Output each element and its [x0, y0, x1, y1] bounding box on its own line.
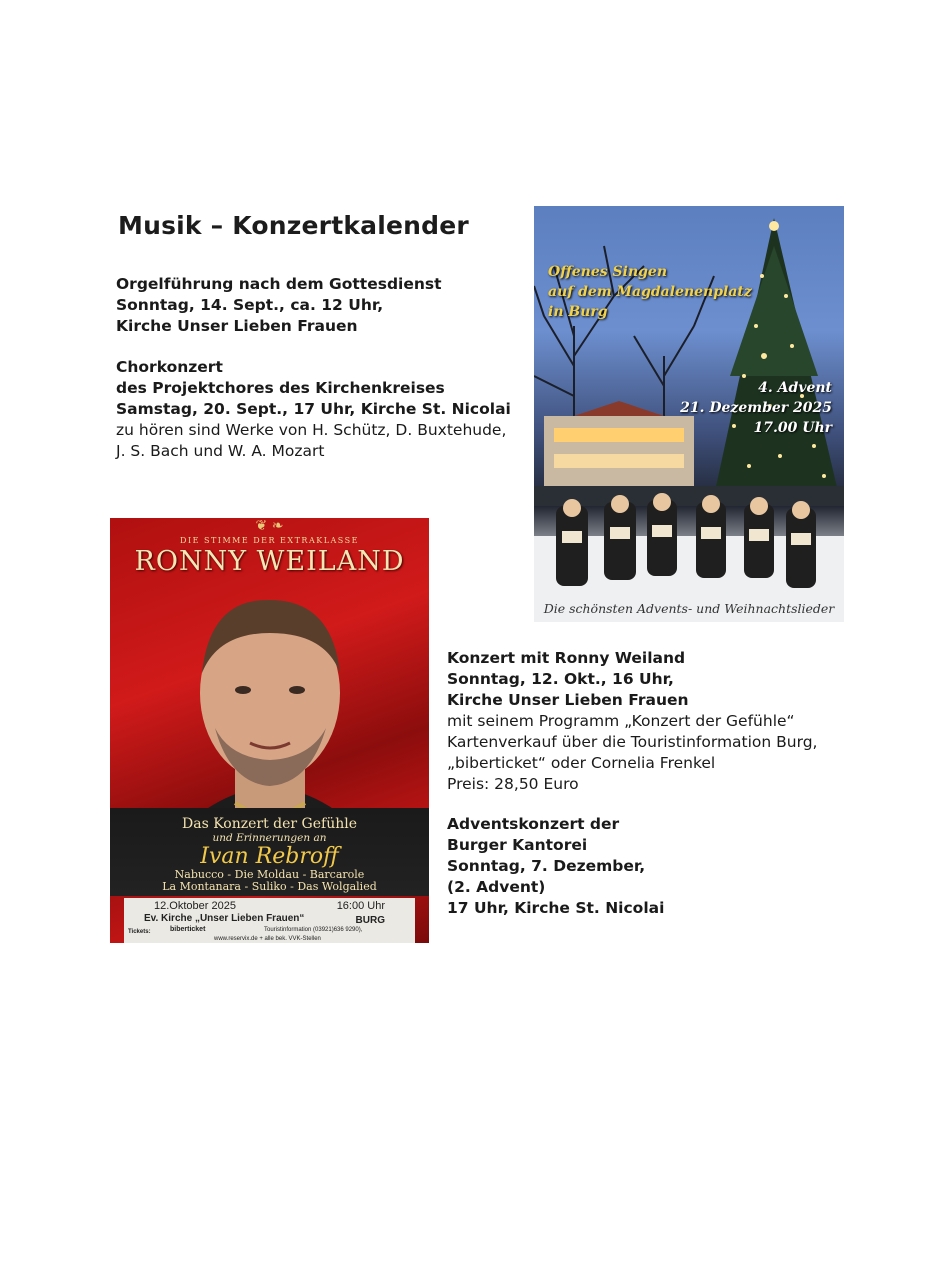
ticket-web: www.reservix.de + alle bek. VVK-Stellen	[214, 936, 321, 942]
event-description: Kartenverkauf über die Touristinformation Burg,	[447, 733, 818, 751]
poster-date	[680, 378, 832, 438]
event-date: (2. Advent)	[447, 878, 546, 896]
event-description: J. S. Bach und W. A. Mozart	[116, 442, 325, 460]
event-heading: Chorkonzert	[116, 358, 223, 376]
ornament-icon: ❦ ❧	[255, 518, 284, 534]
poster-concert-title: Das Konzert der Gefühle	[182, 816, 357, 832]
poster-date-line: 17.00 Uhr	[753, 420, 832, 436]
poster-heading-line: Offenes Singen	[548, 264, 668, 280]
poster-songs: La Montanara - Suliko - Das Wolgalied	[162, 880, 377, 893]
event-subheading: des Projektchores des Kirchenkreises	[116, 379, 445, 397]
ticket-phone: Touristinformation (03921)636 9290),	[264, 927, 363, 933]
poster-artist-name: RONNY WEILAND	[134, 546, 405, 577]
ticket-label: Tickets:	[128, 929, 151, 935]
ticket-venue: Ev. Kirche „Unser Lieben Frauen“	[144, 913, 305, 924]
event-ronny-weiland	[447, 648, 817, 795]
poster-songs: Nabucco - Die Moldau - Barcarole	[174, 868, 365, 881]
event-advent-concert	[447, 814, 664, 919]
event-location: Kirche Unser Lieben Frauen	[447, 691, 689, 709]
event-heading: Burger Kantorei	[447, 836, 588, 854]
event-location: Kirche Unser Lieben Frauen	[116, 317, 358, 335]
ticket-date: 12.Oktober 2025	[154, 900, 236, 912]
event-heading: Orgelführung nach dem Gottesdienst	[116, 275, 442, 293]
page-title: Musik – Konzertkalender	[118, 211, 469, 240]
event-price: Preis: 28,50 Euro	[447, 775, 579, 793]
event-date: Sonntag, 7. Dezember,	[447, 857, 646, 875]
event-organ-tour	[116, 274, 442, 337]
poster-footer: Die schönsten Advents- und Weihnachtslieder	[543, 601, 835, 616]
poster-concert-subtitle: und Erinnerungen an	[212, 832, 327, 844]
event-heading: Adventskonzert der	[447, 815, 620, 833]
poster-subtitle: DIE STIMME DER EXTRAKLASSE	[180, 536, 359, 545]
poster-ronny-weiland	[110, 518, 429, 943]
ticket-vendor: biberticket	[170, 926, 206, 933]
poster-heading-line: auf dem Magdalenenplatz	[548, 284, 752, 300]
poster-date-line: 21. Dezember 2025	[680, 400, 832, 416]
event-heading: Konzert mit Ronny Weiland	[447, 649, 686, 667]
poster-date-line: 4. Advent	[758, 380, 832, 396]
event-location: 17 Uhr, Kirche St. Nicolai	[447, 899, 665, 917]
ticket-city: BURG	[355, 915, 385, 926]
event-description: „biberticket“ oder Cornelia Frenkel	[447, 754, 716, 772]
event-description: mit seinem Programm „Konzert der Gefühle“	[447, 712, 795, 730]
event-date: Sonntag, 14. Sept., ca. 12 Uhr,	[116, 296, 384, 314]
poster-heading	[548, 262, 752, 322]
event-date: Samstag, 20. Sept., 17 Uhr, Kirche St. Nicolai	[116, 400, 511, 418]
poster-heading-line: in Burg	[548, 304, 608, 320]
ticket-time: 16:00 Uhr	[336, 900, 385, 912]
event-date: Sonntag, 12. Okt., 16 Uhr,	[447, 670, 674, 688]
event-choir-concert	[116, 357, 511, 462]
event-description: zu hören sind Werke von H. Schütz, D. Buxtehude,	[116, 421, 507, 439]
poster-open-singing	[534, 206, 844, 622]
poster-ticket-info	[124, 898, 415, 943]
poster-tribute-name: Ivan Rebroff	[200, 844, 339, 869]
